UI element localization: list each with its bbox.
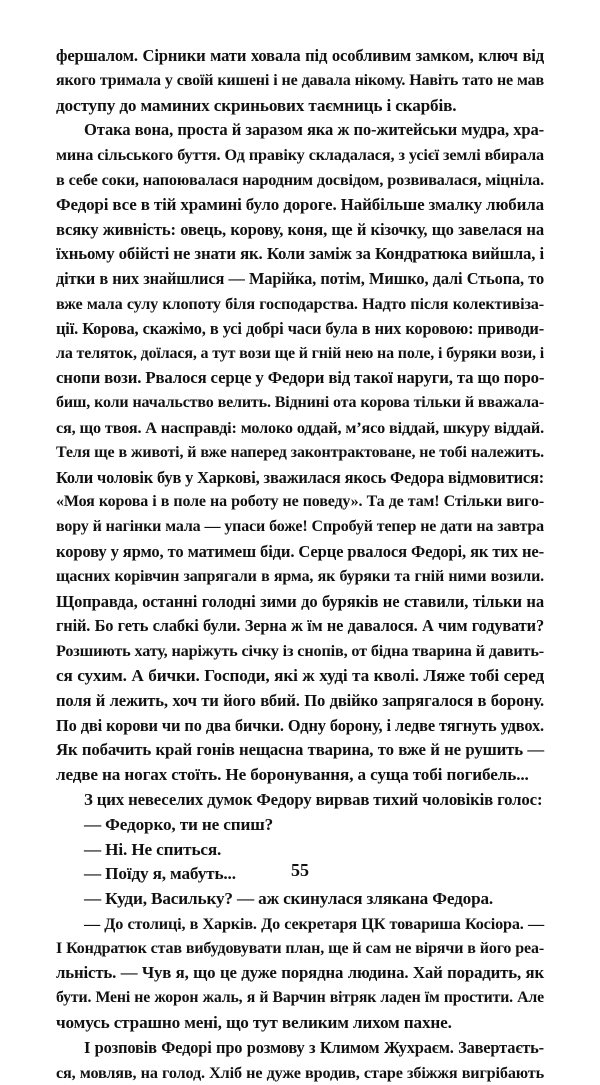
text-line: Коли чоловік був у Харкові, зважилася якось Федора відмовитися: (56, 467, 545, 487)
text-line: ледве на ногах стоїть. Не боронування, а суща тобі погибель... (56, 765, 529, 785)
text-line: Федорі все в тій храмині було дороге. Найбільше змалку любила (56, 194, 545, 214)
text-line: корову у ярмо, то матимеш біди. Серце рвалося Федорі, як тих не- (56, 541, 544, 561)
text-line: — Ні. Не спиться. (84, 839, 222, 859)
text-line: З цих невеселих думок Федору вирвав тихий чоловіків голос: (84, 789, 543, 809)
text-line: — До столиці, в Харків. До секретаря ЦК товариша Косіора. — (84, 914, 544, 933)
text-line: фершалом. Сірники мати ховала під особливим замком, ключ від (56, 46, 544, 65)
page-number: 55 (291, 860, 309, 880)
text-line: бути. Мені не жорон жаль, я й Варчин вітряк ладен їм простити. Але (56, 989, 544, 1007)
text-line: вору й нагінки мала — упаси боже! Спробуй тепер не дати на завтра (56, 518, 544, 536)
body-text (56, 44, 544, 1085)
text-line: гній. Бо геть слабкі були. Зерна ж їм не давалося. А чим годувати? (56, 616, 544, 636)
text-line: Теля ще в животі, й вже наперед законтрактоване, не тобі належить. (56, 443, 544, 461)
text-line: мина сільського буття. Од правіку складалася, з усієї землі вбирала (56, 146, 544, 165)
text-line: поля й лежить, хоч ти його вбий. По двійко запрягалося в борону. (56, 690, 544, 710)
text-line: І розповів Федорі про розмову з Климом Жухраєм. Завертаєть- (84, 1037, 544, 1057)
text-line: якого тримала у своїй кишені і не давала нікому. Навіть тато не мав (56, 71, 544, 89)
text-line: в себе соки, напоювалася народним досвідом, розвивалася, міцніла. (56, 170, 544, 189)
text-line: биш, коли начальство велить. Віднині ота корова тільки й вважала- (56, 394, 544, 412)
text-line: — Поїду я, мабуть... (84, 864, 236, 884)
text-line: всяку живність: овець, корову, коня, ще й кізочку, що завелася на (56, 219, 544, 239)
text-line: ся сухим. А бички. Господи, які ж худі та кволі. Ляже тобі серед (56, 665, 544, 685)
text-line: Отака вона, проста й заразом яка ж по-житейськи мудра, хра- (84, 120, 544, 140)
text-line: «Моя корова і в поле на роботу не поведу». Та де там! Стільки вигo- (56, 493, 544, 511)
text-line: Щоправда, останні голодні зими до буряків не ставили, тільки на (56, 591, 544, 611)
text-line: вже мала сулу клопоту біля господарства. Надто після колективіза- (56, 294, 544, 313)
text-line: По дві корови чи по два бички. Одну борону, і ледве тягнуть удвох. (56, 715, 544, 735)
text-line: їхньому обійсті не знати як. Коли заміж за Кондратюка вийшла, і (56, 244, 544, 264)
text-line: Як побачить край гонів нещасна тварина, то вже й не рушить — (56, 740, 544, 760)
text-line: льність. — Чув я, що це дуже порядна людина. Хай порадить, як (56, 963, 544, 983)
text-line: доступу до маминих скриньових таємниць і скарбів. (56, 95, 457, 115)
text-line: дітки в них знайшлися — Марійка, потім, Мишко, далі Стьопа, то (56, 269, 544, 289)
text-line: ла теляток, доїлася, а тут вози ще й гній нею на поле, і буряки вози, і (56, 344, 545, 362)
text-line: ся, що твоя. А насправді: молоко оддай, м’ясо віддай, шкуру віддай. (56, 418, 544, 437)
text-line: — Федорко, ти не спиш? (84, 814, 274, 834)
text-line: чомусь страшно мені, що тут великим лихом пахне. (56, 1013, 452, 1033)
text-line: Розшиють хату, наріжуть січку із снопів, от бідна тварина й давить- (56, 642, 544, 661)
text-line: снопи вози. Рвалося серце у Федори від такої наруги, та що поро- (56, 368, 545, 388)
text-line: І Кондратюк став вибудовувати план, ще й сам не вірячи в його реа- (56, 939, 544, 957)
text-line: ції. Корова, скажімо, в усі добрі часи була в них коровою: приводи- (56, 318, 544, 338)
text-line: — Куди, Васильку? — аж скинулася злякана Федора. (84, 889, 494, 909)
text-line: ся, мовляв, на голод. Хліб не дуже вродив, старе збіжжя вигрібають (56, 1063, 544, 1082)
text-line: щасних корівчин запрягали в ярма, як буряки та гній ними возили. (56, 567, 544, 585)
